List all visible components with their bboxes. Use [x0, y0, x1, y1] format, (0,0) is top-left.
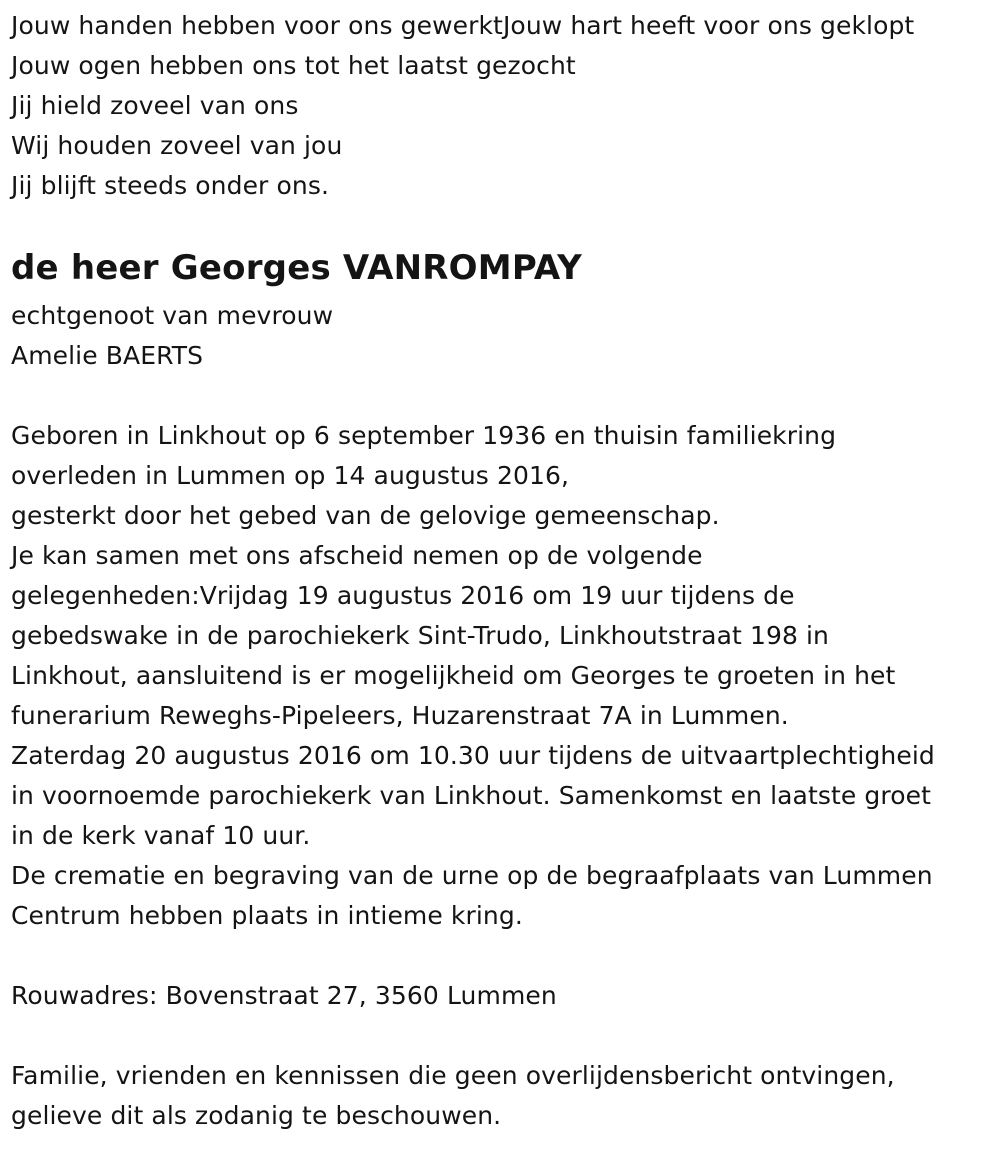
poem-line: Jij blijft steeds onder ons. — [11, 171, 329, 200]
body-line: funerarium Reweghs-Pipeleers, Huzarenstraat 7A in Lummen. — [11, 701, 789, 730]
body-line: gebedswake in de parochiekerk Sint-Trudo, Linkhoutstraat 198 in — [11, 621, 830, 650]
closing-line: Familie, vrienden en kennissen die geen overlijdensbericht ontvingen, — [11, 1061, 895, 1090]
announcement-body — [11, 416, 996, 936]
obituary-document — [11, 6, 996, 1136]
body-line: Zaterdag 20 augustus 2016 om 10.30 uur tijdens de uitvaartplechtigheid — [11, 741, 935, 770]
body-line: gesterkt door het gebed van de gelovige gemeenschap. — [11, 501, 720, 530]
deceased-name: de heer Georges VANROMPAY — [11, 248, 582, 288]
body-line: in voornoemde parochiekerk van Linkhout. Samenkomst en laatste groet — [11, 781, 931, 810]
poem-line: Jij hield zoveel van ons — [11, 91, 299, 120]
spacer — [11, 936, 996, 976]
body-line: in de kerk vanaf 10 uur. — [11, 821, 311, 850]
mourning-address: Rouwadres: Bovenstraat 27, 3560 Lummen — [11, 981, 557, 1010]
body-line: Geboren in Linkhout op 6 september 1936 en thuisin familiekring — [11, 421, 837, 450]
body-line: gelegenheden:Vrijdag 19 augustus 2016 om 19 uur tijdens de — [11, 581, 795, 610]
relation-text: echtgenoot van mevrouw — [11, 301, 334, 330]
poem — [11, 6, 996, 206]
spacer — [11, 1016, 996, 1056]
spacer — [11, 376, 996, 416]
closing-line: gelieve dit als zodanig te beschouwen. — [11, 1101, 502, 1130]
body-line: Linkhout, aansluitend is er mogelijkheid om Georges te groeten in het — [11, 661, 896, 690]
body-line: Centrum hebben plaats in intieme kring. — [11, 901, 523, 930]
body-line: De crematie en begraving van de urne op de begraafplaats van Lummen — [11, 861, 933, 890]
spouse-name: Amelie BAERTS — [11, 341, 204, 370]
body-line: Je kan samen met ons afscheid nemen op de volgende — [11, 541, 703, 570]
body-line: overleden in Lummen op 14 augustus 2016, — [11, 461, 570, 490]
poem-line: Wij houden zoveel van jou — [11, 131, 343, 160]
poem-line: Jouw ogen hebben ons tot het laatst gezocht — [11, 51, 576, 80]
poem-line: Jouw handen hebben voor ons gewerktJouw hart heeft voor ons geklopt — [11, 11, 915, 40]
closing-note — [11, 1056, 996, 1136]
